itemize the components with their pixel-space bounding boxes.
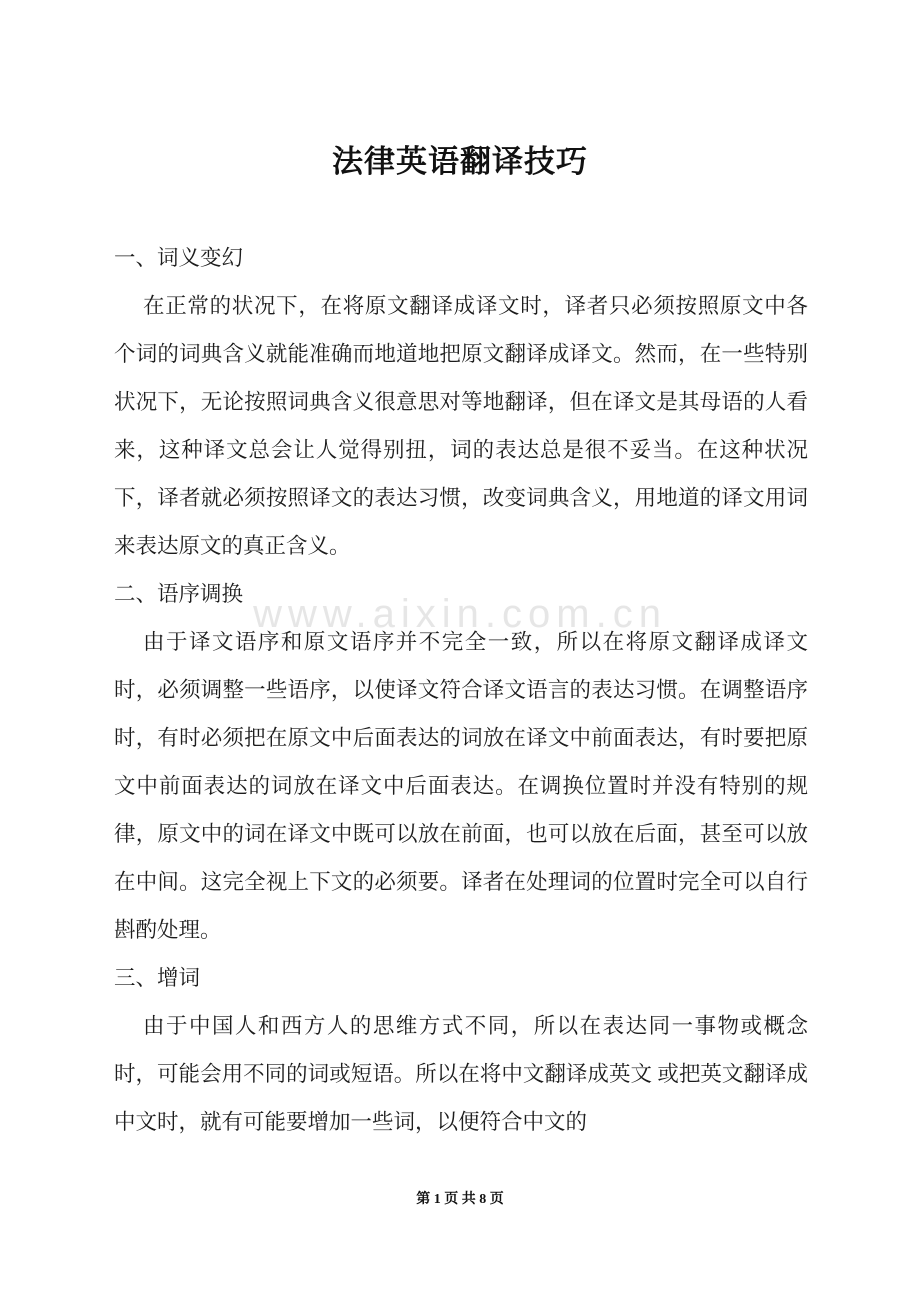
section-3-paragraph: 由于中国人和西方人的思维方式不同，所以在表达同一事物或概念时，可能会用不同的词或短语。所以在将中文翻译成英文 或把英文翻译成中文时，就有可能要增加一些词，以便符合中文的 [114, 1014, 808, 1134]
document-title: 法律英语翻译技巧 [332, 144, 588, 179]
section-heading-3: 三、增词 [114, 966, 201, 990]
section-heading-2: 二、语序调换 [114, 582, 244, 606]
watermark-text: www.aixin.com.cn [253, 592, 667, 636]
section-2-paragraph: 由于译文语序和原文语序并不完全一致，所以在将原文翻译成译文时，必须调整一些语序，以使译文符合译文语言的表达习惯。在调整语序时，有时必须把在原文中后面表达的词放在译文中前面表达，有时要把原文中前面表达的词放在译文中后面表达。在调换位置时并没有特别的规律，原文中的词在译文中既可以放在前面，也可以放在后面，甚至可以放在中间。这完全视上下文的必须要。译者在处理词的位置时完全可以自行斟酌处理。 [114, 630, 808, 942]
document-body [114, 234, 808, 1146]
page-number-footer: 第 1 页 共 8 页 [416, 1192, 504, 1207]
section-1-paragraph: 在正常的状况下，在将原文翻译成译文时，译者只必须按照原文中各个词的词典含义就能准确而地道地把原文翻译成译文。然而，在一些特别状况下，无论按照词典含义很意思对等地翻译，但在译文是其母语的人看来，这种译文总会让人觉得别扭，词的表达总是很不妥当。在这种状况下，译者就必须按照译文的表达习惯，改变词典含义，用地道的译文用词来表达原文的真正含义。 [114, 294, 808, 558]
section-heading-1: 一、词义变幻 [114, 246, 244, 270]
